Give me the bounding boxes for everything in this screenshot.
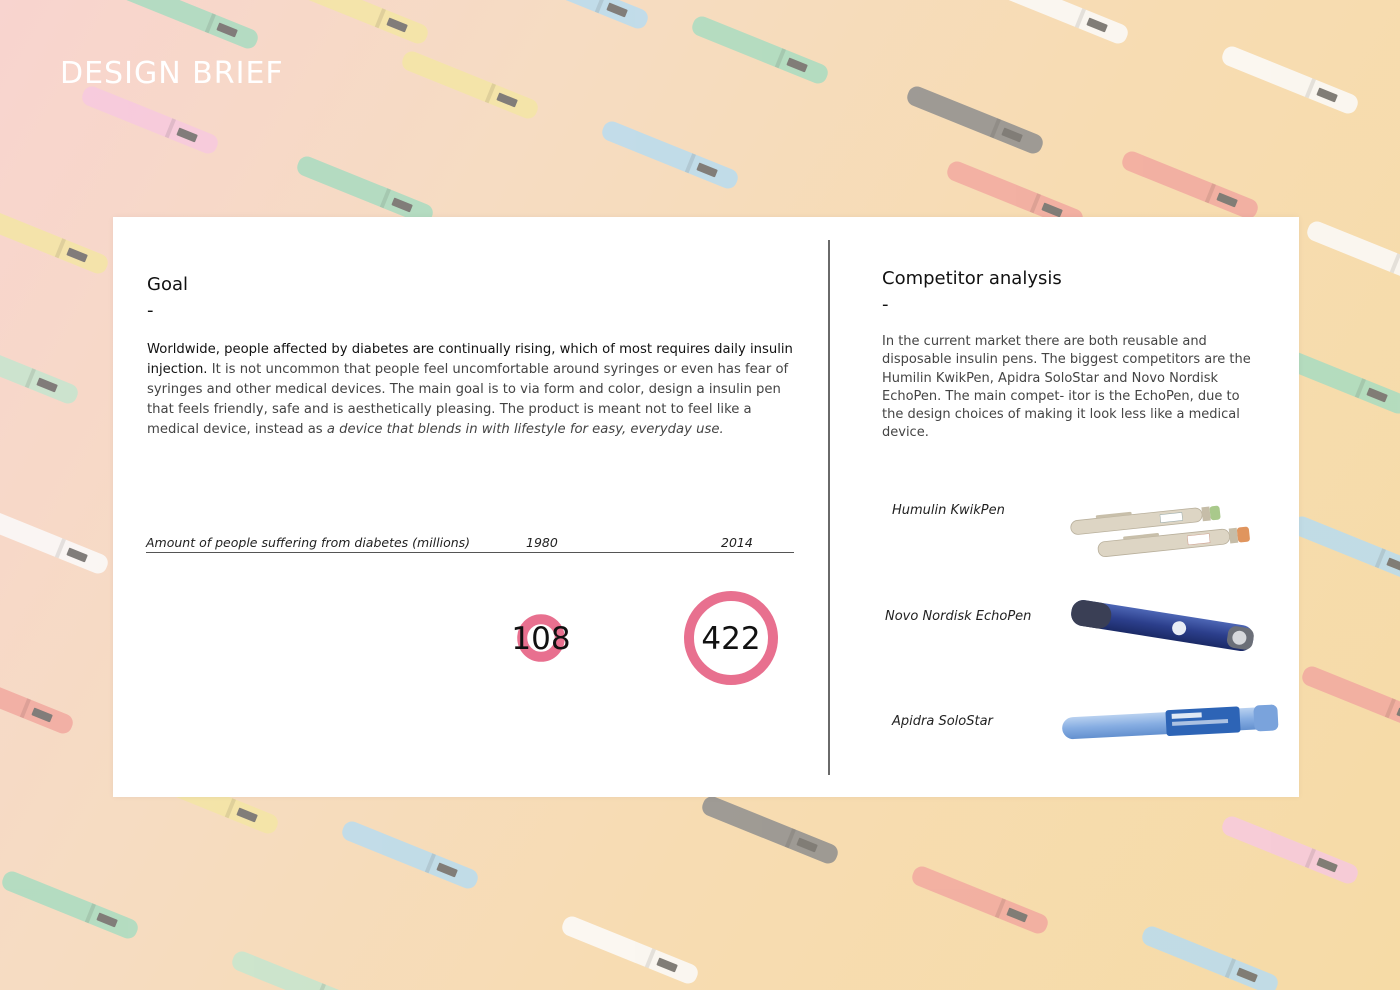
competitor-name-echopen: Novo Nordisk EchoPen xyxy=(885,609,1032,624)
background-pen-image xyxy=(79,84,220,156)
background-pen-image xyxy=(1219,44,1360,116)
competitor-dash: - xyxy=(882,294,889,315)
light-blue-insulin-pen-image xyxy=(1058,698,1283,746)
page-title: DESIGN BRIEF xyxy=(60,56,284,91)
background-pen-image xyxy=(1289,514,1400,586)
blue-insulin-pen-image xyxy=(1068,595,1263,661)
goal-dash: - xyxy=(147,300,154,321)
competitor-heading: Competitor analysis xyxy=(882,268,1062,289)
competitor-name-solostar: Apidra SoloStar xyxy=(892,714,993,729)
background-pen-image xyxy=(399,49,540,121)
column-divider xyxy=(828,240,830,775)
background-pen-image xyxy=(0,204,111,276)
background-pen-image xyxy=(559,914,700,986)
background-pen-image xyxy=(1219,814,1360,886)
background-pen-image xyxy=(689,14,830,86)
bubble-label-1980: 108 xyxy=(511,621,571,657)
diabetes-bubble-chart xyxy=(113,217,833,797)
goal-emphasis-text: a device that blends in with lifestyle for easy, everyday use. xyxy=(326,422,724,437)
background-pen-image xyxy=(509,0,650,31)
background-pen-image xyxy=(0,664,76,736)
background-pen-image xyxy=(904,84,1045,156)
competitor-name-humulin: Humulin KwikPen xyxy=(892,503,1005,518)
design-brief-card xyxy=(113,217,1299,797)
goal-body-text: It is not uncommon that people feel uncomfortable around syringes or even has fear of syringes and other medical devices. The main goal is to via form and color, design a insulin pen that feels friendly, safe and is aesthetically pleasing. The product is meant not to feel like a medical device, instead as xyxy=(147,362,789,437)
goal-heading: Goal xyxy=(147,274,188,295)
background-pen-image xyxy=(119,0,260,51)
background-pen-image xyxy=(699,794,840,866)
background-pen-image xyxy=(1119,149,1260,221)
background-pen-image xyxy=(1139,924,1280,990)
background-pen-image xyxy=(1304,219,1400,291)
background-pen-image xyxy=(599,119,740,191)
background-pen-image xyxy=(989,0,1130,46)
background-pen-image xyxy=(289,0,430,46)
background-pen-image xyxy=(339,819,480,891)
background-pen-image xyxy=(0,869,141,941)
background-pen-image xyxy=(909,864,1050,936)
background-pen-image xyxy=(0,504,111,576)
beige-insulin-pens-image xyxy=(1068,499,1268,569)
chart-title: Amount of people suffering from diabetes (millions) xyxy=(146,535,471,550)
chart-category-2014: 2014 xyxy=(721,535,753,550)
bubble-label-2014: 422 xyxy=(701,621,761,657)
background-pen-image xyxy=(229,949,370,990)
background-pen-image xyxy=(294,154,435,226)
background-pen-image xyxy=(0,334,81,406)
goal-lead-text: Worldwide, people affected by diabetes are continually rising, which of most requires daily insulin injection. xyxy=(147,342,793,377)
competitor-description: In the current market there are both reusable and disposable insulin pens. The biggest competitors are the Humilin KwikPen, Apidra SoloStar and Novo Nordisk EchoPen. The main compet- itor is the EchoPen, due to the design choices of making it look less like a medical device. xyxy=(882,334,1251,441)
chart-category-1980: 1980 xyxy=(526,535,558,550)
background-pen-image xyxy=(1299,664,1400,736)
